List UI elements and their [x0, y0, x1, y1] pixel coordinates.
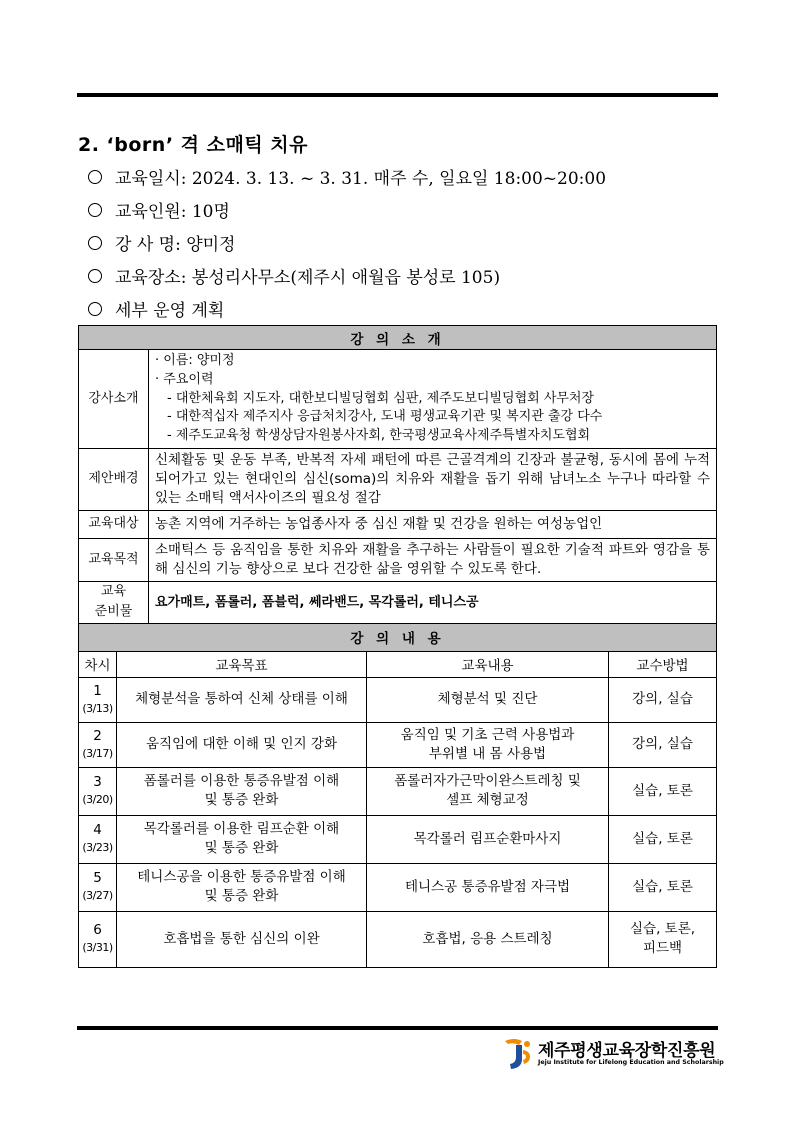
bullet-circle-icon — [88, 269, 102, 283]
bullet-plan: 세부 운영 계획 — [88, 292, 718, 325]
table-row — [79, 863, 717, 911]
bullet-location: 교육장소: 봉성리사무소(제주시 애월읍 봉성로 105) — [88, 259, 718, 292]
target-row — [79, 510, 717, 538]
session-number: 3 (3/20) — [79, 767, 117, 815]
session-content: 호흡법, 응용 스트레칭 — [367, 911, 609, 967]
materials-row — [79, 581, 717, 623]
session-content: 움직임 및 기초 근력 사용법과 부위별 내 몸 사용법 — [367, 722, 609, 767]
table-row — [79, 911, 717, 967]
session-method: 실습, 토론 — [609, 767, 717, 815]
target-label: 교육대상 — [79, 510, 149, 538]
session-number: 6 (3/31) — [79, 911, 117, 967]
content-header: 강 의 내 용 — [79, 623, 717, 651]
bullet-circle-icon — [88, 302, 102, 316]
column-header-row — [79, 651, 717, 677]
session-goal: 체형분석을 통하여 신체 상태를 이해 — [117, 677, 367, 722]
table-row — [79, 767, 717, 815]
col-session: 차시 — [79, 651, 117, 677]
footer-logo — [502, 1033, 722, 1073]
session-method: 실습, 토론, 피드백 — [609, 911, 717, 967]
session-number: 5 (3/27) — [79, 863, 117, 911]
instructor-detail: · 이름: 양미정 · 주요이력 - 대한체육회 지도자, 대한보디빌딩협회 심판, 제주도보디빌딩협회 사무처장 - 대한적십자 제주지사 응급처치강사, 도내 평생교육기관 및 복지관 출강 다수 - 제주도교육청 학생상담자원봉사자회, 한국평생교육사제주특별자치도협회 — [149, 350, 717, 449]
session-goal: 목각롤러를 이용한 림프순환 이해 및 통증 완화 — [117, 815, 367, 863]
purpose-text: 소매틱스 등 움직임을 통한 치유와 재활을 추구하는 사람들이 필요한 기술적 파트와 영감을 통해 심신의 기능 향상으로 보다 건강한 삶을 영위할 수 있도록 한다. — [149, 538, 717, 581]
session-method: 강의, 실습 — [609, 677, 717, 722]
bullet-capacity: 교육인원: 10명 — [88, 193, 718, 226]
session-content: 목각롤러 림프순환마사지 — [367, 815, 609, 863]
session-number: 4 (3/23) — [79, 815, 117, 863]
target-text: 농촌 지역에 거주하는 농업종사자 중 심신 재활 및 건강을 원하는 여성농업인 — [149, 510, 717, 538]
session-goal: 테니스공을 이용한 통증유발점 이해 및 통증 완화 — [117, 863, 367, 911]
session-method: 실습, 토론 — [609, 815, 717, 863]
col-content: 교육내용 — [367, 651, 609, 677]
background-row — [79, 448, 717, 510]
session-goal: 호흡법을 통한 심신의 이완 — [117, 911, 367, 967]
purpose-label: 교육목적 — [79, 538, 149, 581]
top-rule — [77, 93, 718, 97]
bottom-rule — [77, 1026, 718, 1030]
jeju-institute-logo-icon — [502, 1035, 532, 1071]
session-number: 1 (3/13) — [79, 677, 117, 722]
instructor-label: 강사소개 — [79, 350, 149, 449]
table-row — [79, 722, 717, 767]
plan-table — [78, 325, 717, 968]
org-name: 제주평생교육장학진흥원 — [538, 1041, 716, 1061]
session-method: 실습, 토론 — [609, 863, 717, 911]
session-content: 폼롤러자가근막이완스트레칭 및 셀프 체형교정 — [367, 767, 609, 815]
materials-text: 요가매트, 폼롤러, 폼블럭, 쎄라밴드, 목각롤러, 테니스공 — [149, 581, 717, 623]
instructor-row — [79, 350, 717, 449]
background-text: 신체활동 및 운동 부족, 반복적 자세 패턴에 따른 근골격계의 긴장과 불균형, 동시에 몸에 누적되어가고 있는 현대인의 심신(soma)의 치유와 재활을 돕기 위해 남녀노소 누구나 따라할 수 있는 소매틱 액서사이즈의 필요성 절감 — [149, 448, 717, 510]
bullet-circle-icon — [88, 203, 102, 217]
section-title: 2. ‘born’ 격 소매틱 치유 — [78, 134, 309, 156]
col-goal: 교육목표 — [117, 651, 367, 677]
table-row — [79, 815, 717, 863]
bullet-instructor: 강 사 명: 양미정 — [88, 226, 718, 259]
session-goal: 폼롤러를 이용한 통증유발점 이해 및 통증 완화 — [117, 767, 367, 815]
session-number: 2 (3/17) — [79, 722, 117, 767]
materials-label: 교육 준비물 — [79, 581, 149, 623]
col-method: 교수방법 — [609, 651, 717, 677]
overview-list — [88, 160, 718, 325]
session-method: 강의, 실습 — [609, 722, 717, 767]
intro-header: 강 의 소 개 — [79, 326, 717, 350]
session-content: 체형분석 및 진단 — [367, 677, 609, 722]
purpose-row — [79, 538, 717, 581]
table-row — [79, 677, 717, 722]
bullet-schedule: 교육일시: 2024. 3. 13. ~ 3. 31. 매주 수, 일요일 18:00~20:00 — [88, 160, 718, 193]
session-goal: 움직임에 대한 이해 및 인지 강화 — [117, 722, 367, 767]
session-content: 테니스공 통증유발점 자극법 — [367, 863, 609, 911]
background-label: 제안배경 — [79, 448, 149, 510]
bullet-circle-icon — [88, 170, 102, 184]
org-name-english: Jeju Institute for Lifelong Education and Scholarship — [538, 1059, 724, 1066]
bullet-circle-icon — [88, 236, 102, 250]
